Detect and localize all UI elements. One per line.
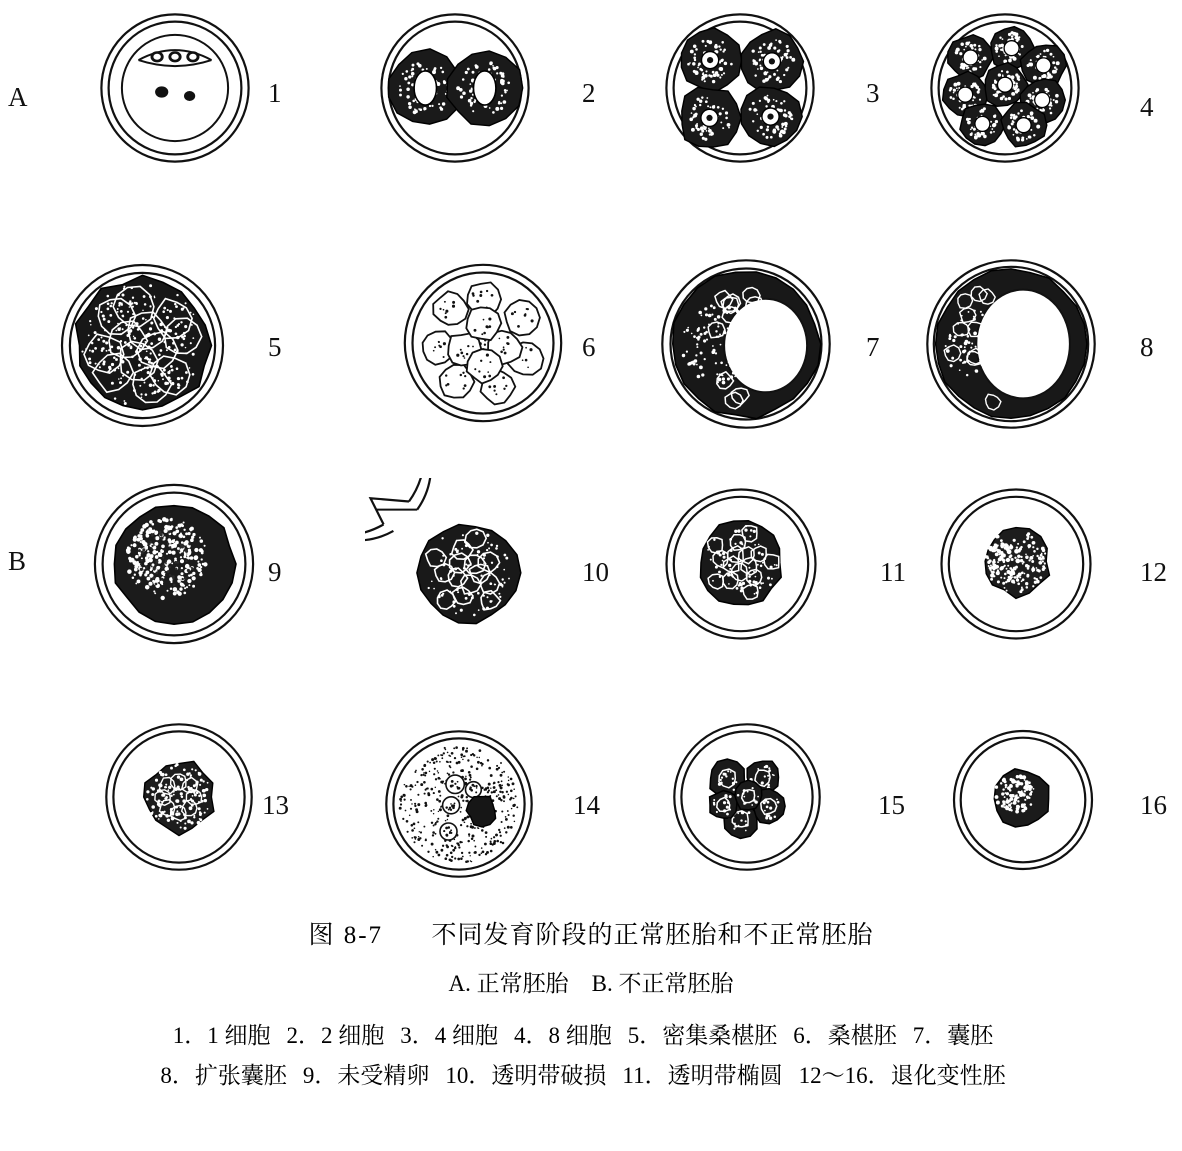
embryo-drawing-one-cell	[95, 8, 255, 168]
embryo-number-label: 9	[268, 557, 282, 587]
embryo-figure-12	[935, 483, 1097, 645]
legend-item: 11．透明带椭圆	[622, 1063, 783, 1089]
embryo-drawing-unfertilized	[88, 478, 260, 650]
embryo-drawing-expanded-blast	[920, 253, 1102, 435]
embryo-drawing-eight-cell	[925, 8, 1085, 168]
embryo-figure-7	[655, 253, 837, 435]
embryo-number-label: 13	[262, 790, 289, 820]
embryo-number-label: 2	[582, 78, 596, 108]
embryo-drawing-four-cell	[660, 8, 820, 168]
embryo-number-label: 16	[1140, 790, 1167, 820]
embryo-drawing-degen-a	[935, 483, 1097, 645]
embryo-drawing-degen-b	[100, 718, 258, 876]
embryo-figure-10	[365, 478, 543, 656]
legend-item: 9．未受精卵	[302, 1063, 430, 1089]
legend-item: 5．密集桑椹胚	[627, 1023, 778, 1048]
embryo-number-label: 6	[582, 332, 596, 362]
embryo-figure-4	[925, 8, 1085, 168]
legend-item: 3．4 细胞	[400, 1023, 498, 1048]
embryo-number-label: 12	[1140, 557, 1167, 587]
embryo-number-label: 8	[1140, 332, 1154, 362]
embryo-figure-16	[948, 725, 1098, 875]
row-label-a: A	[8, 82, 28, 112]
legend-item: 8．扩张囊胚	[160, 1063, 287, 1089]
embryo-figure-2	[375, 8, 535, 168]
embryo-number-label: 1	[268, 78, 282, 108]
embryo-number-label: 4	[1140, 92, 1154, 122]
caption-title	[0, 915, 1182, 951]
legend-item: 7．囊胚	[912, 1023, 994, 1048]
legend-item: 2．2 细胞	[286, 1023, 385, 1048]
embryo-figure-3	[660, 8, 820, 168]
embryo-figure-13	[100, 718, 258, 876]
legend-line-2	[0, 1056, 1182, 1096]
embryo-number-label: 10	[582, 557, 609, 587]
embryo-drawing-degen-c	[380, 725, 538, 883]
embryo-figure-9	[88, 478, 260, 650]
embryo-drawing-morula	[398, 258, 568, 428]
embryo-figure-5	[55, 258, 230, 433]
embryo-figure-15	[668, 718, 826, 876]
embryo-drawing-two-cell	[375, 8, 535, 168]
embryo-drawing-degen-d	[668, 718, 826, 876]
embryo-number-label: 15	[878, 790, 905, 820]
legend-item: 6．桑椹胚	[793, 1023, 897, 1048]
legend-item: 1．1 细胞	[172, 1023, 271, 1048]
legend-item: 12～16．退化变性胚	[798, 1063, 1006, 1089]
caption-title-text: 不同发育阶段的正常胚胎和不正常胚胎	[431, 922, 874, 949]
embryo-drawing-compact-morula	[55, 258, 230, 433]
caption-figure-number: 图 8-7	[308, 922, 384, 949]
legend-line-1	[0, 1016, 1182, 1056]
embryo-figure-11	[660, 483, 822, 645]
embryo-number-label: 7	[866, 332, 880, 362]
embryo-figure-6	[398, 258, 568, 428]
embryo-number-label: 3	[866, 78, 880, 108]
embryo-figure-8	[920, 253, 1102, 435]
row-label-b: B	[8, 546, 27, 576]
embryo-number-label: 5	[268, 332, 282, 362]
embryo-figure-14	[380, 725, 538, 883]
embryo-number-label: 11	[880, 557, 906, 587]
embryo-drawing-oval-zona	[660, 483, 822, 645]
embryo-number-label: 14	[573, 790, 600, 820]
embryo-figure-1	[95, 8, 255, 168]
legend-item: 4．8 细胞	[514, 1023, 612, 1048]
embryo-drawing-degen-e	[948, 725, 1098, 875]
caption-legend	[0, 1016, 1182, 1097]
embryo-drawing-damaged-zona	[365, 478, 543, 656]
figure-caption	[0, 915, 1182, 1097]
caption-subtitle: A. 正常胚胎 B. 不正常胚胎	[448, 971, 734, 996]
legend-item: 10．透明带破损	[445, 1063, 607, 1089]
embryo-drawing-blastocyst	[655, 253, 837, 435]
